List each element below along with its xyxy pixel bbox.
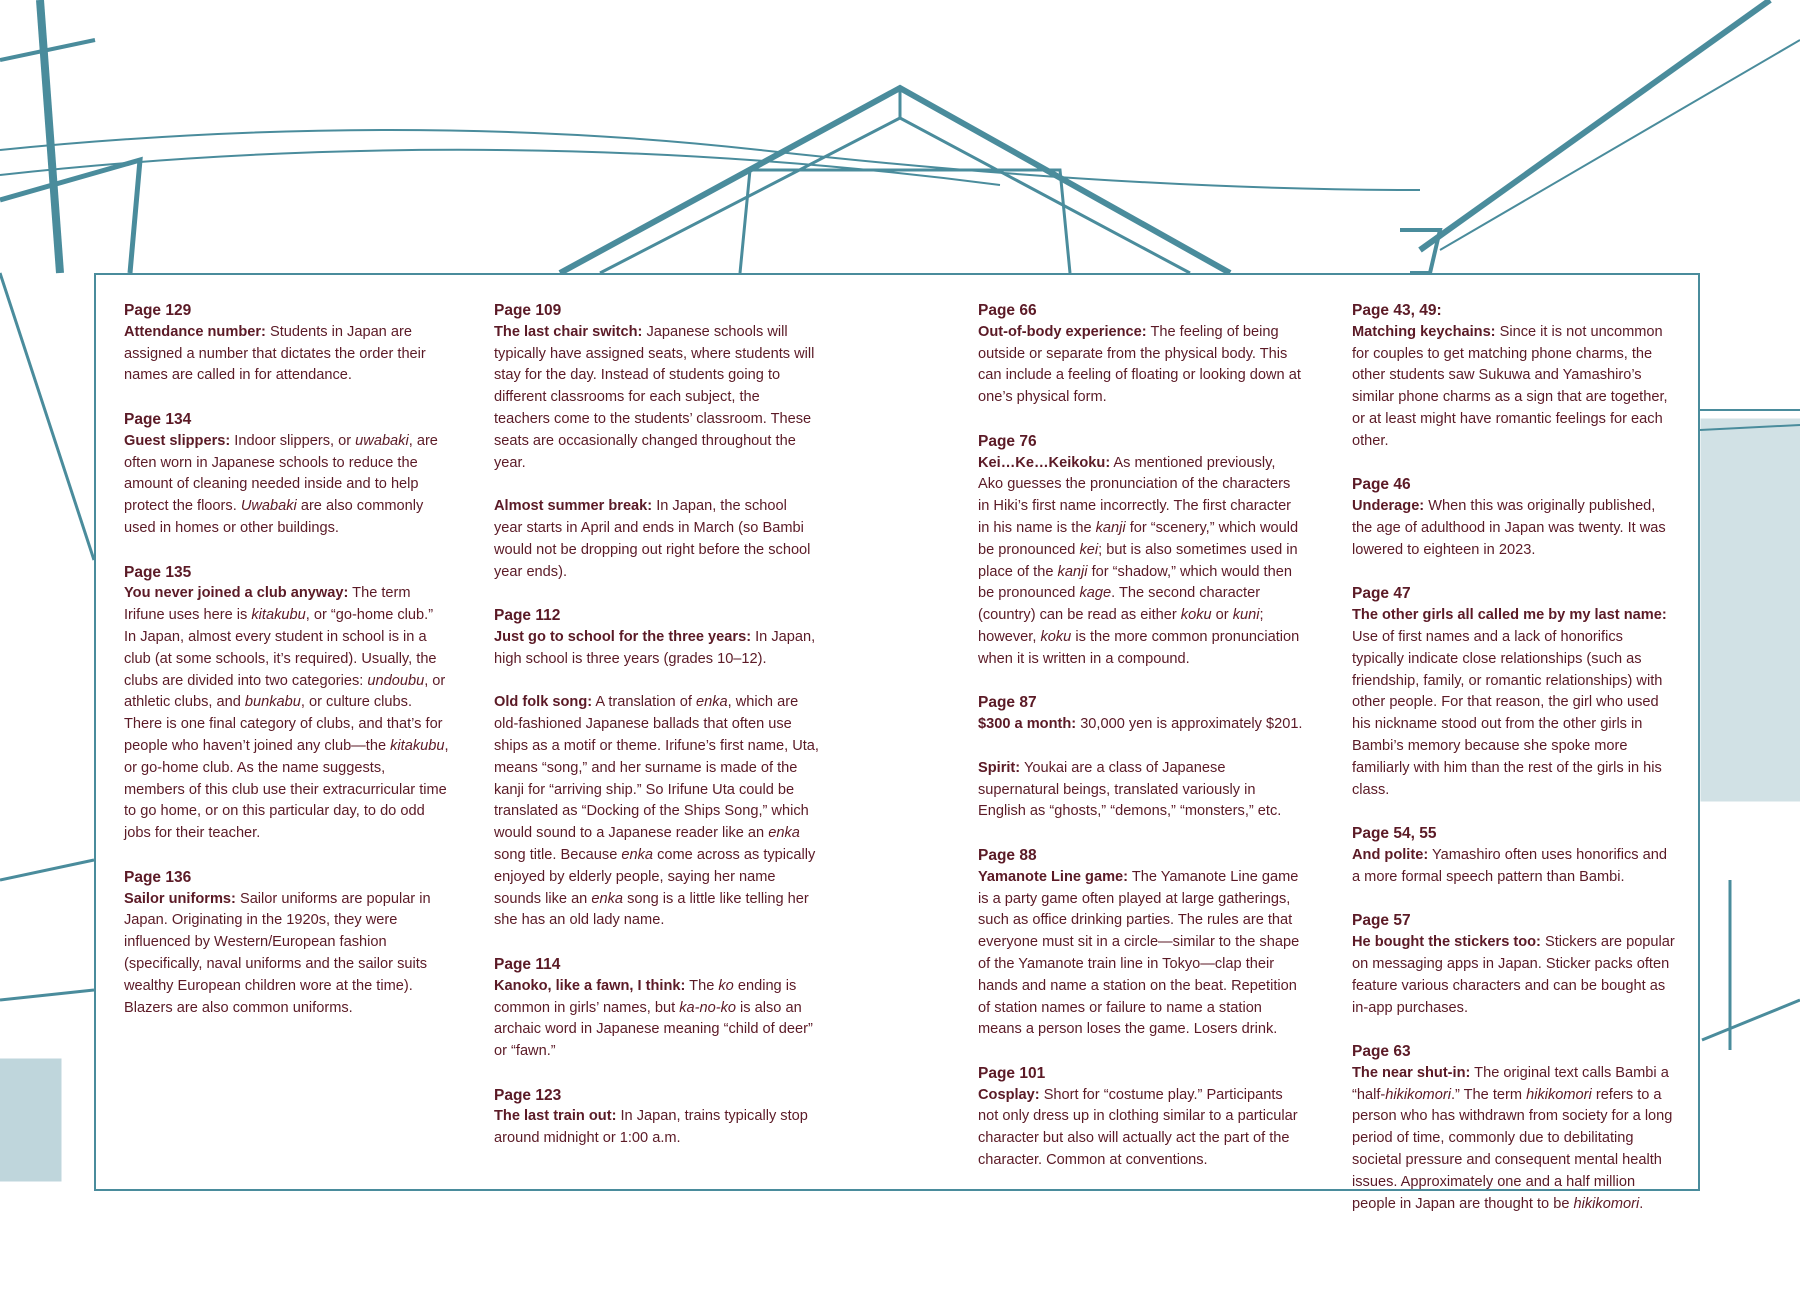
page-heading: Page 57 bbox=[1352, 912, 1411, 930]
note-entry bbox=[1352, 1041, 1677, 1215]
note-body: In Japan, high school is three years (grades 10–12). bbox=[494, 628, 816, 667]
page-heading: Page 43, 49: bbox=[1352, 302, 1442, 319]
note-italic-term: kanji bbox=[1057, 563, 1088, 580]
note-term: Guest slippers: bbox=[124, 432, 231, 449]
note-term: Kei…Ke…Keikoku: bbox=[978, 454, 1111, 471]
note-body: ; but is also sometimes used in place of the bbox=[978, 541, 1298, 580]
right-structure-sketch bbox=[1700, 410, 1800, 1050]
note-body: , or “go-home club.” In Japan, almost every student in school is in a club (at some schools, it’s required). Usually, the clubs are divided into two categories: bbox=[124, 607, 437, 689]
page-heading: Page 47 bbox=[1352, 585, 1411, 603]
note-term: Matching keychains: bbox=[1352, 323, 1496, 340]
page-heading: Page 114 bbox=[494, 955, 561, 973]
note-text bbox=[978, 714, 1303, 736]
page-heading: Page 129 bbox=[124, 302, 192, 319]
page-heading: Page 88 bbox=[978, 846, 1037, 864]
note-term: The other girls all called me by my last name: bbox=[1352, 607, 1667, 624]
note-text bbox=[1352, 605, 1677, 801]
note-entry bbox=[1352, 474, 1677, 561]
note-italic-term: ka-no-ko bbox=[679, 999, 736, 1016]
notes-column-3 bbox=[978, 300, 1303, 1194]
note-text bbox=[1352, 932, 1677, 1019]
page-heading: Page 76 bbox=[978, 432, 1037, 450]
note-body: In Japan, trains typically stop around midnight or 1:00 a.m. bbox=[494, 1108, 808, 1147]
note-term: Kanoko, like a fawn, I think: bbox=[494, 977, 686, 994]
note-body: In Japan, the school year starts in April and ends in March (so Bambi would not be dropping out right before the school year ends). bbox=[494, 498, 811, 580]
note-body: The feeling of being outside or separate from the physical body. This can include a feeling of floating or looking down at one’s physical form. bbox=[978, 323, 1301, 406]
note-entry bbox=[978, 845, 1303, 1041]
note-body: As mentioned previously, Ako guesses the pronunciation of the characters in Hiki’s first name incorrectly. The first character in his name is the bbox=[978, 454, 1292, 536]
note-entry bbox=[1352, 823, 1677, 888]
note-body: come across as typically enjoyed by elderly people, saying her name sounds like an bbox=[494, 846, 816, 907]
note-body: . The second character (country) can be read as either bbox=[978, 585, 1261, 624]
note-entry bbox=[494, 605, 819, 670]
page-heading: Page 101 bbox=[978, 1064, 1046, 1082]
note-text bbox=[494, 627, 819, 671]
note-body: Since it is not uncommon for couples to get matching phone charms, the other students saw Sukuwa and Yamashiro’s similar phone charms as a sign that are together, or at least might have romantic feelings for each other. bbox=[1352, 323, 1668, 449]
note-term: Attendance number: bbox=[124, 323, 266, 340]
note-italic-term: hikikomori bbox=[1526, 1086, 1592, 1103]
note-italic-term: uwabaki bbox=[355, 432, 409, 449]
note-body: A translation of bbox=[592, 694, 696, 711]
note-italic-term: kage bbox=[1079, 585, 1112, 602]
note-term: The last chair switch: bbox=[494, 323, 643, 340]
note-body: The Yamanote Line game is a party game often played at large gatherings, such as office drinking parties. The rules are that everyone must sit in a circle—similar to the shape of the Yamanote train line in Tokyo—clap their hands and name a station on the beat. Repetition of station names or failure to name a station means a person loses the game. Losers drink. bbox=[978, 868, 1300, 1038]
note-entry bbox=[1352, 583, 1677, 801]
note-entry bbox=[124, 300, 449, 387]
note-body: 30,000 yen is approximately $201. bbox=[1076, 716, 1303, 733]
note-body: ; however, bbox=[978, 607, 1264, 645]
note-body: is the more common pronunciation when it is written in a compound. bbox=[978, 628, 1300, 667]
note-entry bbox=[978, 1063, 1303, 1172]
note-italic-term: koku bbox=[1180, 607, 1212, 624]
note-body: Japanese schools will typically have assigned seats, where students will stay for the day. Instead of students going to different classrooms for each subject, the teachers come to the students’ classroom. These seats are occasionally changed throughout the year. bbox=[494, 323, 815, 471]
note-term: The last train out: bbox=[494, 1108, 617, 1125]
note-entry bbox=[494, 496, 819, 583]
note-text bbox=[494, 692, 819, 932]
note-entry bbox=[1352, 300, 1677, 453]
note-term: Out-of-body experience: bbox=[978, 323, 1147, 340]
note-term: Underage: bbox=[1352, 498, 1425, 515]
note-body: Use of first names and a lack of honorifics typically indicate close relationships (such as friendship, family, or romantic relationships) with other people. For that reason, the girl who used his nickname stood out from the other girls in Bambi’s memory because she spoke more familiarly with him than the rest of the girls in his class. bbox=[1352, 628, 1663, 798]
page-heading: Page 54, 55 bbox=[1352, 825, 1437, 843]
note-entry bbox=[1352, 910, 1677, 1019]
note-text bbox=[124, 431, 449, 540]
note-body: Indoor slippers, or bbox=[230, 432, 356, 449]
note-term: Old folk song: bbox=[494, 694, 593, 711]
note-entry bbox=[978, 758, 1303, 823]
note-body: song title. Because bbox=[494, 846, 622, 863]
note-entry bbox=[978, 300, 1303, 409]
notes-column-1 bbox=[124, 300, 449, 1041]
note-entry bbox=[978, 692, 1303, 736]
note-italic-term: undoubu bbox=[367, 672, 425, 689]
note-text bbox=[124, 322, 449, 387]
note-entry bbox=[978, 431, 1303, 671]
note-text bbox=[978, 867, 1303, 1041]
note-italic-term: koku bbox=[1040, 628, 1072, 645]
note-term: Almost summer break: bbox=[494, 498, 653, 515]
note-body: for “shadow,” which would then be pronounced bbox=[978, 563, 1292, 602]
page-heading: Page 136 bbox=[124, 868, 192, 886]
note-body: Yamashiro often uses honorifics and a more formal speech pattern than Bambi. bbox=[1352, 846, 1667, 885]
note-italic-term: ko bbox=[718, 977, 734, 994]
note-body: , which are old-fashioned Japanese ballads that often use ships as a motif or theme. Irifune’s first name, Uta, means “song,” and her surname is made of the kanji for “arriving ship.” So Irifune Uta could be translated as “Docking of the Ships Song,” which would sound to a Japanese reader like an bbox=[494, 694, 819, 842]
note-body: The bbox=[685, 977, 719, 994]
note-italic-term: enka bbox=[695, 694, 728, 711]
building-roof-sketch bbox=[0, 0, 1800, 273]
note-text bbox=[1352, 1063, 1677, 1216]
note-term: $300 a month: bbox=[978, 716, 1077, 733]
note-text bbox=[978, 453, 1303, 671]
note-body: .” The term bbox=[1450, 1086, 1527, 1103]
page-heading: Page 123 bbox=[494, 1086, 562, 1104]
note-body: Stickers are popular on messaging apps in Japan. Sticker packs often feature various characters and can be bought as in-app purchases. bbox=[1352, 934, 1675, 1016]
note-body: . bbox=[1639, 1195, 1644, 1212]
note-body: is also an archaic word in Japanese meaning “child of deer” or “fawn.” bbox=[494, 999, 813, 1060]
note-term: You never joined a club anyway: bbox=[124, 585, 349, 602]
note-body: , or culture clubs. There is one final category of clubs, and that’s for people who haven’t joined any club—the bbox=[124, 694, 443, 754]
note-text bbox=[978, 758, 1303, 823]
page-heading: Page 46 bbox=[1352, 476, 1411, 494]
note-italic-term: kitakubu bbox=[251, 607, 306, 624]
note-text bbox=[124, 889, 449, 1020]
note-italic-term: hikikomori bbox=[1573, 1195, 1640, 1212]
note-body: refers to a person who has withdrawn from society for a long period of time, commonly due to debilitating societal pressure and consequent mental health issues. Approximately one and a half million people in Japan are thought to be bbox=[1352, 1086, 1673, 1212]
note-body: ending is common in girls’ names, but bbox=[494, 977, 797, 1016]
note-term: He bought the stickers too: bbox=[1352, 934, 1541, 951]
page-heading: Page 112 bbox=[494, 607, 561, 625]
page-heading: Page 87 bbox=[978, 694, 1037, 712]
notes-column-2 bbox=[494, 300, 819, 1172]
note-italic-term: enka bbox=[591, 890, 624, 907]
note-italic-term: kuni bbox=[1232, 607, 1260, 624]
note-term: Spirit: bbox=[978, 759, 1021, 776]
note-entry bbox=[124, 562, 449, 845]
note-term: Cosplay: bbox=[978, 1086, 1040, 1103]
note-italic-term: kanji bbox=[1095, 519, 1126, 536]
note-italic-term: Uwabaki bbox=[240, 498, 297, 515]
note-body: song is a little like telling her she has an old lady name. bbox=[494, 890, 809, 929]
note-body: , or go-home club. As the name suggests, members of this club use their extracurricular time to go home, or on this particular day, to do odd jobs for their teacher. bbox=[124, 737, 449, 842]
note-italic-term: enka bbox=[621, 846, 654, 863]
note-text bbox=[494, 1106, 819, 1150]
page-heading: Page 134 bbox=[124, 410, 192, 428]
note-italic-term: kei bbox=[1079, 541, 1099, 558]
note-body: , are often worn in Japanese schools to reduce the amount of cleaning needed inside and to help protect the floors. bbox=[124, 432, 438, 515]
note-italic-term: kitakubu bbox=[390, 737, 445, 754]
note-term: The near shut-in: bbox=[1352, 1064, 1471, 1081]
note-italic-term: enka bbox=[768, 825, 800, 842]
note-term: And polite: bbox=[1352, 846, 1429, 863]
note-text bbox=[494, 976, 819, 1063]
note-term: Yamanote Line game: bbox=[978, 868, 1129, 885]
note-body: for “scenery,” which would be pronounced bbox=[978, 519, 1299, 558]
note-italic-term: bunkabu bbox=[244, 694, 301, 711]
note-term: Just go to school for the three years: bbox=[494, 628, 752, 645]
note-text bbox=[978, 1085, 1303, 1172]
note-entry bbox=[124, 409, 449, 540]
note-text bbox=[494, 322, 819, 475]
note-text bbox=[978, 322, 1303, 409]
note-italic-term: hikikomori bbox=[1385, 1086, 1451, 1103]
note-body: or bbox=[1211, 607, 1233, 624]
note-entry bbox=[124, 867, 449, 1020]
note-body: The original text calls Bambi a “half- bbox=[1352, 1064, 1669, 1103]
note-entry bbox=[494, 954, 819, 1063]
note-text bbox=[1352, 496, 1677, 561]
note-body: Short for “costume play.” Participants not only dress up in clothing similar to a particular character but also will actually act the part of the character. Common at conventions. bbox=[978, 1086, 1298, 1169]
note-term: Sailor uniforms: bbox=[124, 890, 236, 907]
page-heading: Page 135 bbox=[124, 563, 192, 581]
note-body: are also commonly used in homes or other buildings. bbox=[124, 498, 424, 536]
note-text bbox=[1352, 845, 1677, 889]
note-body: The term Irifune uses here is bbox=[124, 585, 411, 624]
note-body: When this was originally published, the age of adulthood in Japan was twenty. It was lowered to eighteen in 2023. bbox=[1352, 498, 1666, 558]
note-entry bbox=[494, 692, 819, 932]
page-heading: Page 109 bbox=[494, 302, 562, 319]
note-entry bbox=[494, 300, 819, 474]
note-entry bbox=[494, 1085, 819, 1150]
note-body: Sailor uniforms are popular in Japan. Originating in the 1920s, they were influenced by Western/European fashion (specifically, naval uniforms and the sailor suits wealthy European children wore at the time). Blazers are also common uniforms. bbox=[124, 890, 431, 1016]
note-body: , or athletic clubs, and bbox=[124, 672, 446, 711]
note-body: Students in Japan are assigned a number that dictates the order their names are called in for attendance. bbox=[124, 323, 426, 384]
notes-column-4 bbox=[1352, 300, 1677, 1237]
page-heading: Page 66 bbox=[978, 302, 1037, 319]
note-body: Youkai are a class of Japanese supernatural beings, translated variously in English as “ghosts,” “demons,” “monsters,” etc. bbox=[978, 759, 1282, 820]
note-text bbox=[494, 496, 819, 583]
page-heading: Page 63 bbox=[1352, 1043, 1411, 1061]
note-text bbox=[124, 583, 449, 845]
note-text bbox=[1352, 322, 1677, 453]
